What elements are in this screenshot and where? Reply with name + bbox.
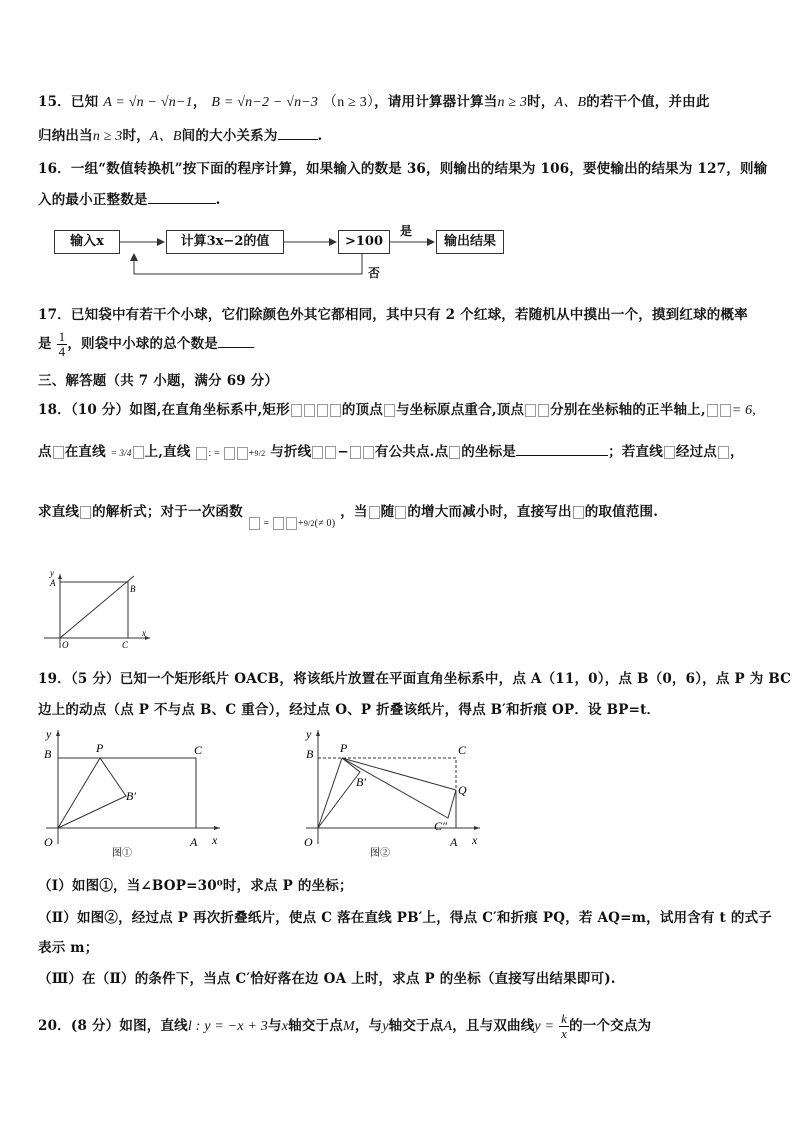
q19-part1: （Ⅰ）如图①，当∠BOP=30⁰时，求点 P 的坐标； [38,878,353,894]
svg-text:O: O [44,835,53,849]
svg-text:y: y [46,727,52,741]
q16-line1: 16．一组“数值转换机”按下面的程序计算，如果输入的数是 36，则输出的结果为 106，要使输出的结果为 127，则输 [38,161,768,177]
svg-text:A: A [450,835,458,849]
svg-text:C: C [122,640,129,650]
q15-answer-blank[interactable] [278,127,318,140]
svg-text:Q: Q [458,783,467,797]
svg-text:P: P [340,741,348,755]
q19-part2-line1: （Ⅱ）如图②，经过点 P 再次折叠纸片，使点 C 落在直线 PB′上，得点 C′和折痕 PQ，若 AQ=m，试用含有 t 的式子 [38,910,772,926]
q18-line2: 点 在直线 = 3/4 上,直线 : = +9/2 与折线 − 有公共点.点 的坐标是 ；若直线 经过点 ， [38,444,744,460]
q19-figure-1 [40,724,230,864]
q17-line1: 17．已知袋中有若干个小球，它们除颜色外其它都相同，其中只有 2 个红球，若随机从中摸出一个，摸到红球的概率 [38,307,748,323]
svg-text:C: C [458,743,467,757]
svg-text:B′: B′ [356,775,366,789]
q18-line3: 求直线 的解析式；对于一次函数 $_{= +9/2(\ne 0)}$ ，当 随 的增大而减小时，直接写出 的取值范围. [38,504,659,529]
q15-line2: 归纳出当n ≥ 3时，A、B间的大小关系为 . [38,128,323,144]
q20-line-equation: l : y = −x + 3 [187,1019,268,1034]
flow-condition-box: >100 [338,230,390,254]
q17-answer-blank[interactable] [218,335,254,348]
q15-a-expression: A = √n − √n−1 [103,95,193,110]
flow-compute-box: 计算3x−2的值 [166,230,284,254]
q16-line2: 入的最小正整数是 . [38,192,221,208]
flow-output-box: 输出结果 [436,230,504,254]
flow-input-box: 输入x [54,230,120,254]
q18-line1: 18．（10 分）如图,在直角坐标系中,矩形 的顶点 与坐标原点重合,顶点 分别在坐标轴的正半轴上, = 6, [38,402,756,418]
q19-line2: 边上的动点（点 P 不与点 B、C 重合），经过点 O、P 折叠该纸片，得点 B′和折痕 OP．设 BP=t． [38,702,661,718]
svg-text:B: B [306,747,314,761]
q16-flowchart [54,222,514,282]
q19-part2-line2: 表示 m； [38,940,99,956]
q17-fraction: $\frac{1}{4}$ [58,329,66,359]
svg-text:O: O [62,640,69,650]
flow-yes-label: 是 [400,224,413,238]
q18-figure-svg [38,568,158,650]
flow-no-label: 否 [368,266,381,280]
q20-line1: 20．(8 分）如图，直线l : y = −x + 3与x轴交于点M，与y轴交于点A，且与双曲线y = $\frac{k}{x}$ 的一个交点为 [38,1011,652,1041]
q19-figure-2 [300,724,490,864]
q19-line1: 19．（5 分）已知一个矩形纸片 OACB，将该纸片放置在平面直角坐标系中，点 A（11，0），点 B（0，6），点 P 为 BC [38,671,792,687]
svg-text:x: x [142,628,146,638]
q19-figure-1-svg [40,724,230,864]
svg-text:x: x [472,833,478,847]
svg-text:P: P [96,741,104,755]
svg-text:B: B [44,747,52,761]
svg-text:图①: 图① [112,848,132,859]
q20-hyperbola-fraction: $\frac{k}{x}$ [561,1011,568,1041]
svg-text:C″: C″ [434,819,448,833]
svg-text:A: A [50,578,56,588]
svg-text:y: y [306,727,312,741]
q15-b-expression: B = √n−2 − √n−3 [211,95,319,110]
svg-text:A: A [190,835,198,849]
q19-figure-2-svg [300,724,490,864]
svg-text:x: x [212,833,218,847]
q15-line1: 15．已知 A = √n − √n−1， B = √n−2 − √n−3 （n ≥ 3），请用计算器计算当n ≥ 3时，A、B的若干个值，并由此 [38,94,710,110]
q18-figure [38,568,158,650]
q16-answer-blank[interactable] [148,191,216,204]
svg-text:B′: B′ [126,789,136,803]
svg-text:O: O [304,835,313,849]
svg-text:图②: 图② [370,848,390,859]
section-3-title: 三、解答题（共 7 小题，满分 69 分） [38,373,279,389]
q17-line2: 是 $\frac{1}{4}$ ，则袋中小球的总个数是 [38,330,254,359]
svg-text:y: y [50,568,54,578]
svg-text:B: B [130,584,136,594]
arrow-loop-back [134,254,362,274]
q18-answer-blank[interactable] [516,443,608,456]
svg-text:C: C [194,743,203,757]
q19-part3: （Ⅲ）在（Ⅱ）的条件下，当点 C′恰好落在边 OA 上时，求点 P 的坐标（直接写出结果即可). [38,971,616,987]
